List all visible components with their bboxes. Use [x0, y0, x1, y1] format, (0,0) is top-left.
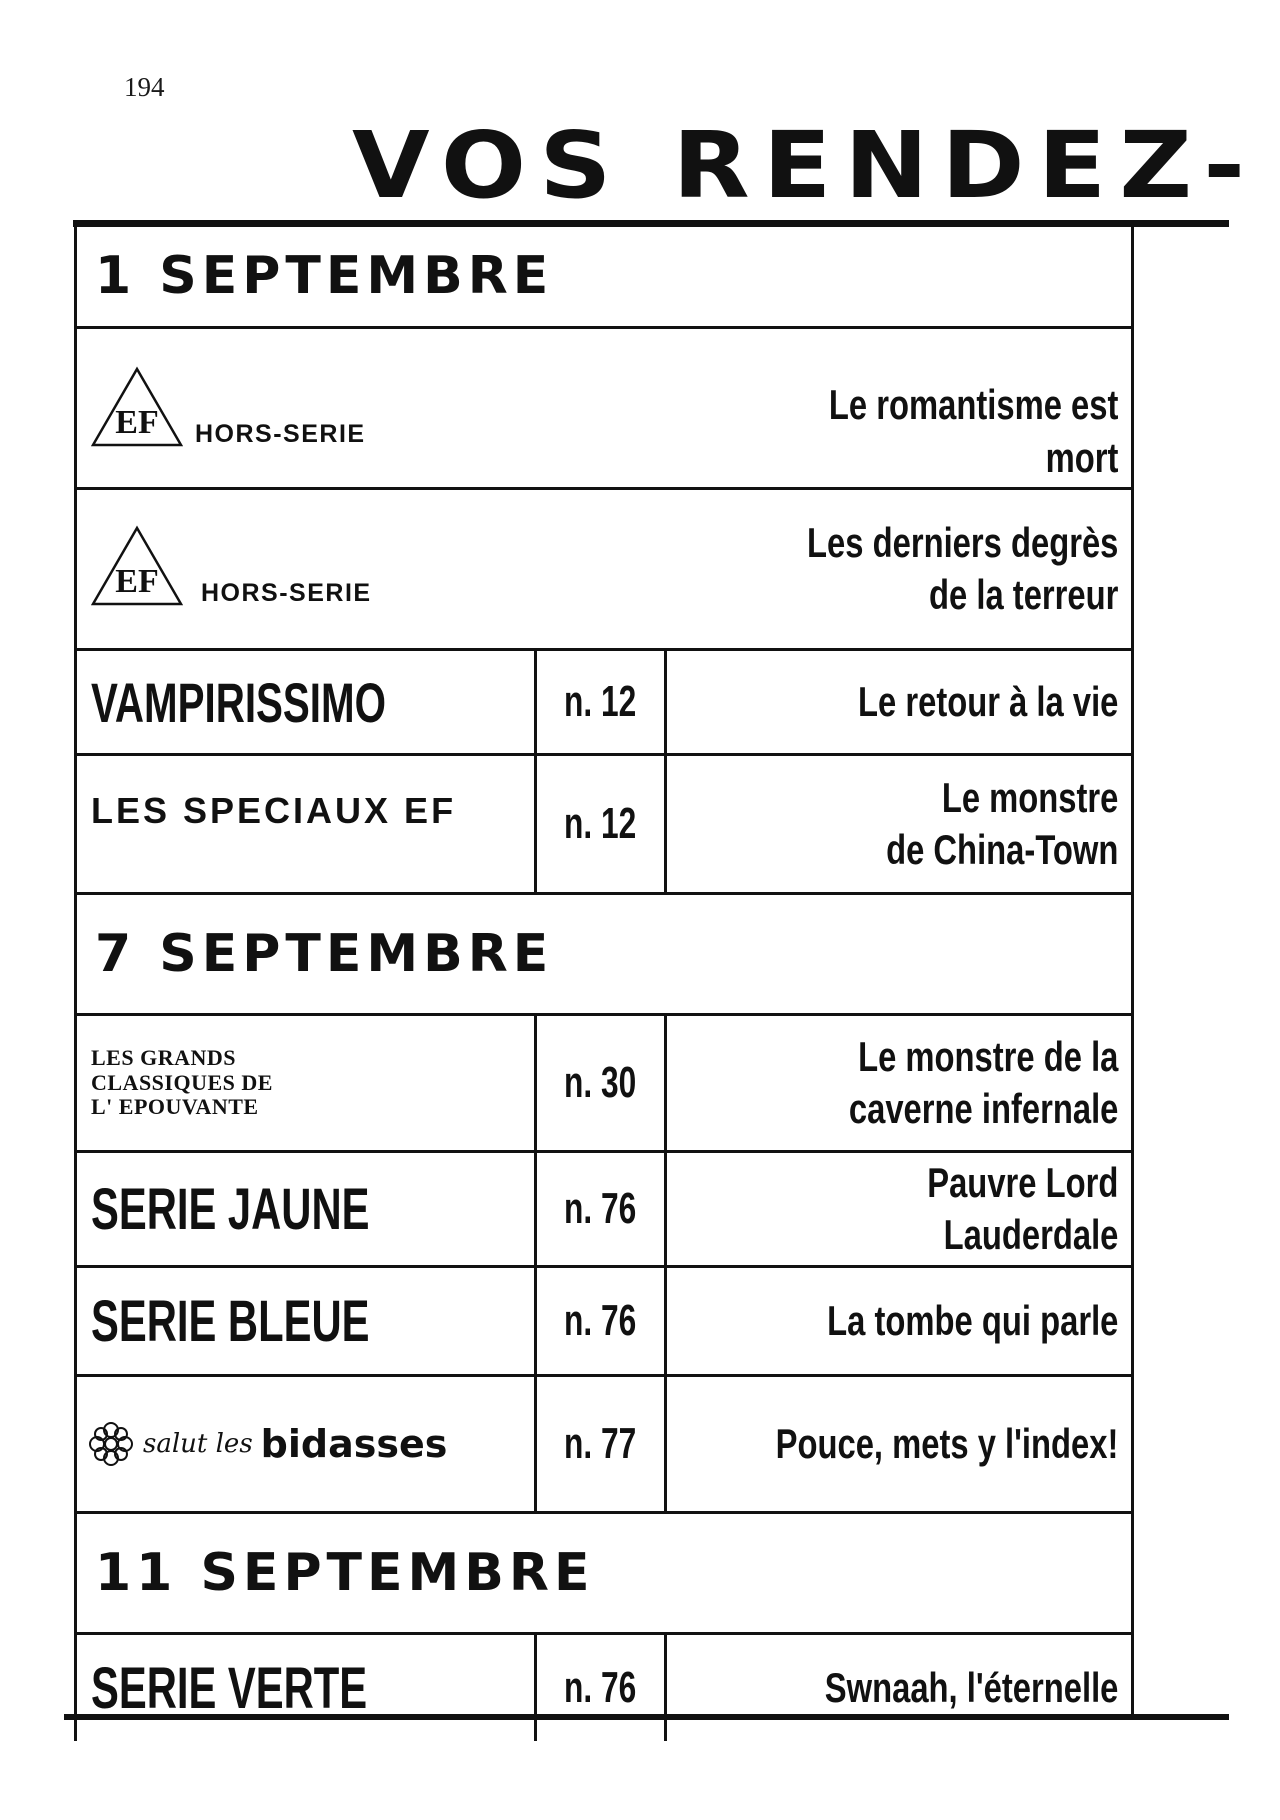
title-line: Le monstre de la	[858, 1032, 1119, 1080]
series-name: LES SPECIAUX EF	[91, 790, 457, 831]
issue-title	[770, 1016, 1134, 1150]
title-line: Swnaah, l'éternelle	[824, 1663, 1119, 1711]
series-name: HORS-SERIE	[201, 579, 372, 607]
title-line: La tombe qui parle	[827, 1296, 1119, 1344]
title-line: de la terreur	[929, 571, 1119, 618]
date-header-7-septembre: 7 SEPTEMBRE	[77, 895, 1134, 1016]
issue-title	[770, 1268, 1134, 1374]
date-header-11-septembre: 11 SEPTEMBRE	[77, 1514, 1134, 1635]
series-name: SERIE JAUNE	[91, 1176, 370, 1242]
table-row	[77, 490, 1134, 651]
table-row	[77, 1635, 1134, 1741]
title-line: Les derniers degrès	[807, 518, 1119, 566]
issue-number-cell	[537, 1016, 667, 1150]
title-line: de China-Town	[886, 826, 1119, 873]
flower-icon	[87, 1420, 135, 1468]
triangle-ef-logo-icon	[91, 524, 183, 608]
table-row	[77, 651, 1134, 756]
series-cell	[77, 1016, 537, 1150]
series-name-line: LES GRANDS	[91, 1045, 236, 1071]
series-name: HORS-SERIE	[195, 420, 366, 448]
issue-number-cell	[537, 1268, 667, 1374]
table-row	[77, 756, 1134, 895]
series-cell	[77, 1635, 537, 1741]
issue-number-cell	[537, 651, 667, 753]
title-line: Le romantisme est mort	[828, 381, 1119, 481]
issue-number-cell	[537, 1635, 667, 1741]
issue-number: n. 76	[564, 1296, 637, 1345]
series-name-script: salut les	[143, 1429, 253, 1459]
table-row	[77, 1377, 1134, 1514]
title-line: Pouce, mets y l'index!	[775, 1419, 1119, 1467]
series-cell	[77, 651, 537, 753]
issue-number-cell	[537, 756, 667, 892]
title-line: caverne infernale	[848, 1085, 1119, 1132]
issue-number: n. 12	[564, 677, 637, 726]
table-row	[77, 1268, 1134, 1377]
issue-title	[767, 490, 1134, 648]
issue-number: n. 77	[564, 1419, 637, 1468]
issue-number: n. 30	[564, 1058, 637, 1107]
issue-number-cell	[537, 1377, 667, 1511]
issue-number: n. 12	[564, 799, 637, 848]
title-line: Pauvre Lord Lauderdale	[927, 1158, 1119, 1258]
series-name: SERIE VERTE	[91, 1655, 368, 1721]
series-name-bold: bidasses	[260, 1422, 448, 1466]
issue-number-cell	[537, 1153, 667, 1265]
series-cell	[77, 1377, 537, 1511]
issue-title	[770, 1153, 1134, 1265]
title-line: Le retour à la vie	[858, 677, 1119, 725]
series-name: SERIE BLEUE	[91, 1288, 370, 1354]
table-row	[77, 329, 1134, 490]
table-row	[77, 1153, 1134, 1268]
svg-text:EF: EF	[115, 404, 159, 441]
issue-number: n. 76	[564, 1184, 637, 1233]
series-cell	[77, 1153, 537, 1265]
issue-title	[770, 756, 1134, 892]
issue-title	[770, 1377, 1134, 1511]
series-name: VAMPIRISSIMO	[91, 670, 386, 734]
series-name-line: CLASSIQUES DE	[91, 1069, 273, 1095]
issue-title	[767, 329, 1134, 487]
svg-text:EF: EF	[115, 563, 159, 600]
series-name-line: L' EPOUVANTE	[91, 1094, 259, 1120]
triangle-ef-logo-icon	[91, 365, 183, 449]
hors-serie-cell	[77, 329, 664, 487]
issue-title	[770, 651, 1134, 753]
title-line: Le monstre	[941, 773, 1119, 821]
page-number: 194	[124, 72, 165, 102]
issue-number: n. 76	[564, 1663, 637, 1712]
page-headline: VOS RENDEZ-	[352, 120, 1259, 212]
table-row	[77, 1016, 1134, 1153]
date-header-1-septembre: 1 SEPTEMBRE	[77, 226, 1134, 329]
hors-serie-cell	[77, 490, 664, 648]
series-cell	[77, 756, 537, 892]
schedule-table	[74, 226, 1134, 1741]
series-cell	[77, 1268, 537, 1374]
issue-title	[770, 1635, 1134, 1741]
